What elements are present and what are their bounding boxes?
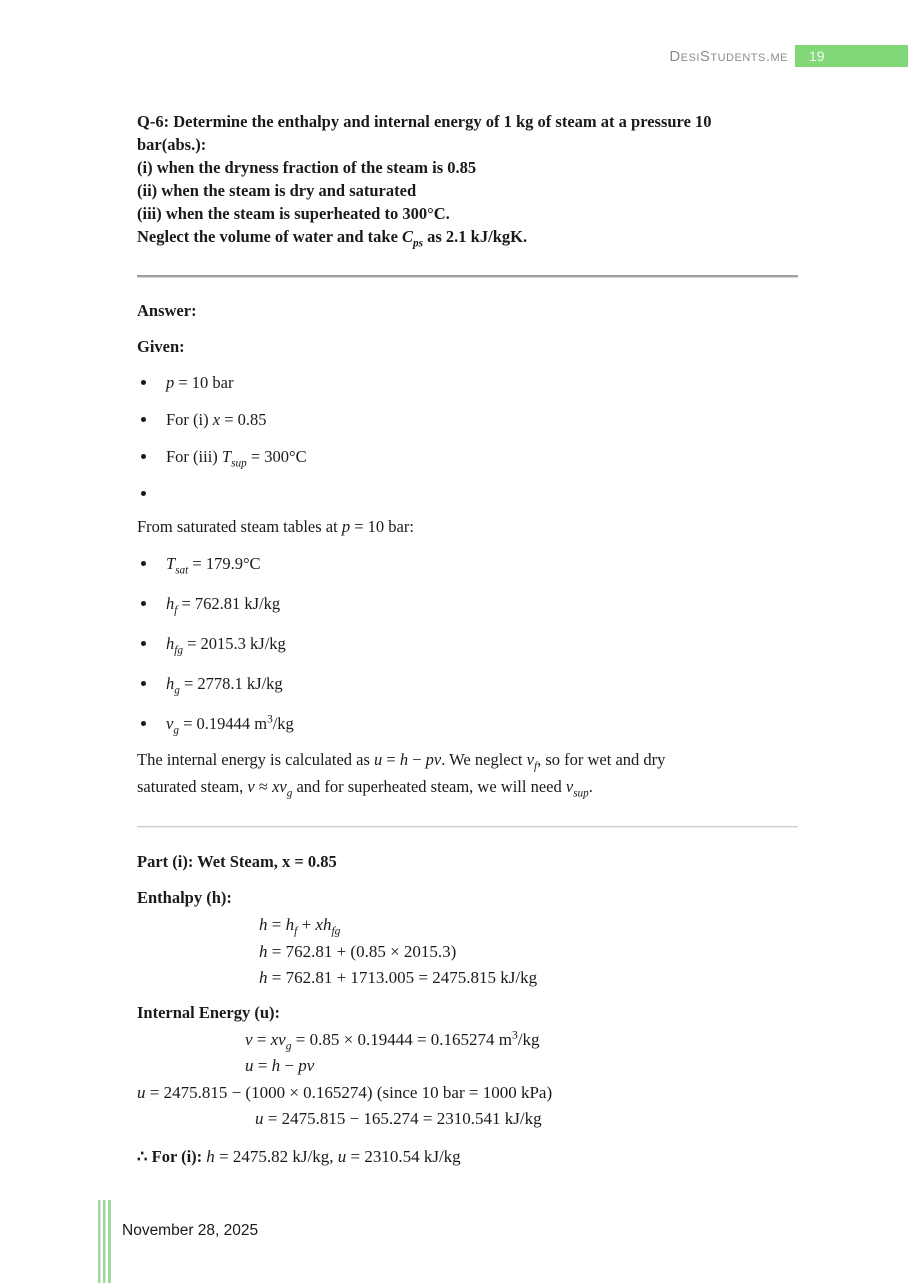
bullet-icon (141, 454, 146, 459)
bullet-icon (141, 641, 146, 646)
list-item (137, 672, 798, 695)
list-item (137, 445, 798, 468)
bullet-icon (141, 417, 146, 422)
list-item-text: For (iii) $T_{sup} = 300^\circ C$ (166, 447, 307, 470)
list-item-text: $h_g = 2778.1$ kJ/kg (166, 674, 283, 697)
bullet-icon (141, 380, 146, 385)
section-divider (137, 275, 798, 277)
equation: $v = xv_g = 0.85 \times 0.19444 = 0.165274$ $m^3/kg$ (245, 1027, 540, 1052)
list-item-text: $h_f = 762.81$ kJ/kg (166, 594, 281, 617)
bullet-icon (141, 681, 146, 686)
list-item-text: $v_g = 0.19444$ $m^3/kg$ (166, 713, 294, 737)
list-item (137, 592, 798, 615)
equation: h = 762.81 + (0.85 × 2015.3) (259, 941, 457, 961)
part1-conclusion: ∴ For (i): h = 2475.82 kJ/kg, u = 2310.54 kJ/kg (137, 1146, 461, 1166)
given-list (137, 371, 798, 505)
page-number: 19 (809, 48, 825, 64)
bullet-icon (141, 601, 146, 606)
list-item-text: $h_{fg} = 2015.3$ kJ/kg (166, 634, 286, 657)
equation: u = 2475.815 − 165.274 = 2310.541 kJ/kg (255, 1109, 542, 1128)
given-label: Given: (137, 337, 185, 356)
internal-energy-note: The internal energy is calculated as u = h − pv. We neglect $v_f$, so for wet and dry saturated steam, $v \approx xv_g$ and for superheated steam, we will need $v_{sup}$. (137, 750, 666, 800)
section-divider (137, 826, 798, 827)
list-item (137, 552, 798, 575)
site-name: DesiStudents.me (669, 47, 788, 65)
footer-date: November 28, 2025 (122, 1222, 259, 1239)
document-content (137, 0, 798, 1168)
enthalpy-equations (137, 912, 798, 992)
bullet-icon (141, 491, 146, 496)
page-number-badge (795, 45, 908, 67)
bullet-icon (141, 561, 146, 566)
answer-label: Answer: (137, 301, 197, 320)
enthalpy-label: Enthalpy (h): (137, 888, 232, 907)
equation: h = 762.81 + 1713.005 = 2475.815 kJ/kg (259, 968, 538, 987)
equation: $h = h_f + xh_{fg}$ (259, 915, 341, 938)
list-item-text: For (i) x = 0.85 (166, 410, 267, 429)
part1-title: Part (i): Wet Steam, x = 0.85 (137, 852, 337, 871)
internal-energy-label: Internal Energy (u): (137, 1002, 280, 1022)
bullet-icon (141, 721, 146, 726)
list-item (137, 408, 798, 431)
steam-table-list (137, 552, 798, 735)
list-item-text: p = 10 bar (166, 373, 234, 392)
list-item (137, 482, 798, 505)
question-text: Q-6: Determine the enthalpy and internal energy of 1 kg of steam at a pressure 10 bar(abs.): (i) when the dryness fraction of the steam is 0.85 (ii) when the steam is dry and saturated (iii) when the steam is superheated to 300°C. Neglect the volume of water and take $C_{ps}$ as 2.1 kJ/kgK. (137, 112, 712, 250)
list-item-text: $T_{sat} = 179.9^\circ C$ (166, 554, 261, 577)
footer-accent-lines-icon (98, 1200, 111, 1283)
list-item (137, 632, 798, 655)
list-item (137, 712, 798, 735)
equation: u = h − pv (245, 1056, 315, 1075)
internal-energy-equations (137, 1027, 798, 1133)
steam-tables-intro: From saturated steam tables at p = 10 bar: (137, 517, 414, 536)
list-item (137, 371, 798, 394)
equation: u = 2475.815 − (1000 × 0.165274) (since 10 bar = 1000 kPa) (137, 1082, 553, 1102)
